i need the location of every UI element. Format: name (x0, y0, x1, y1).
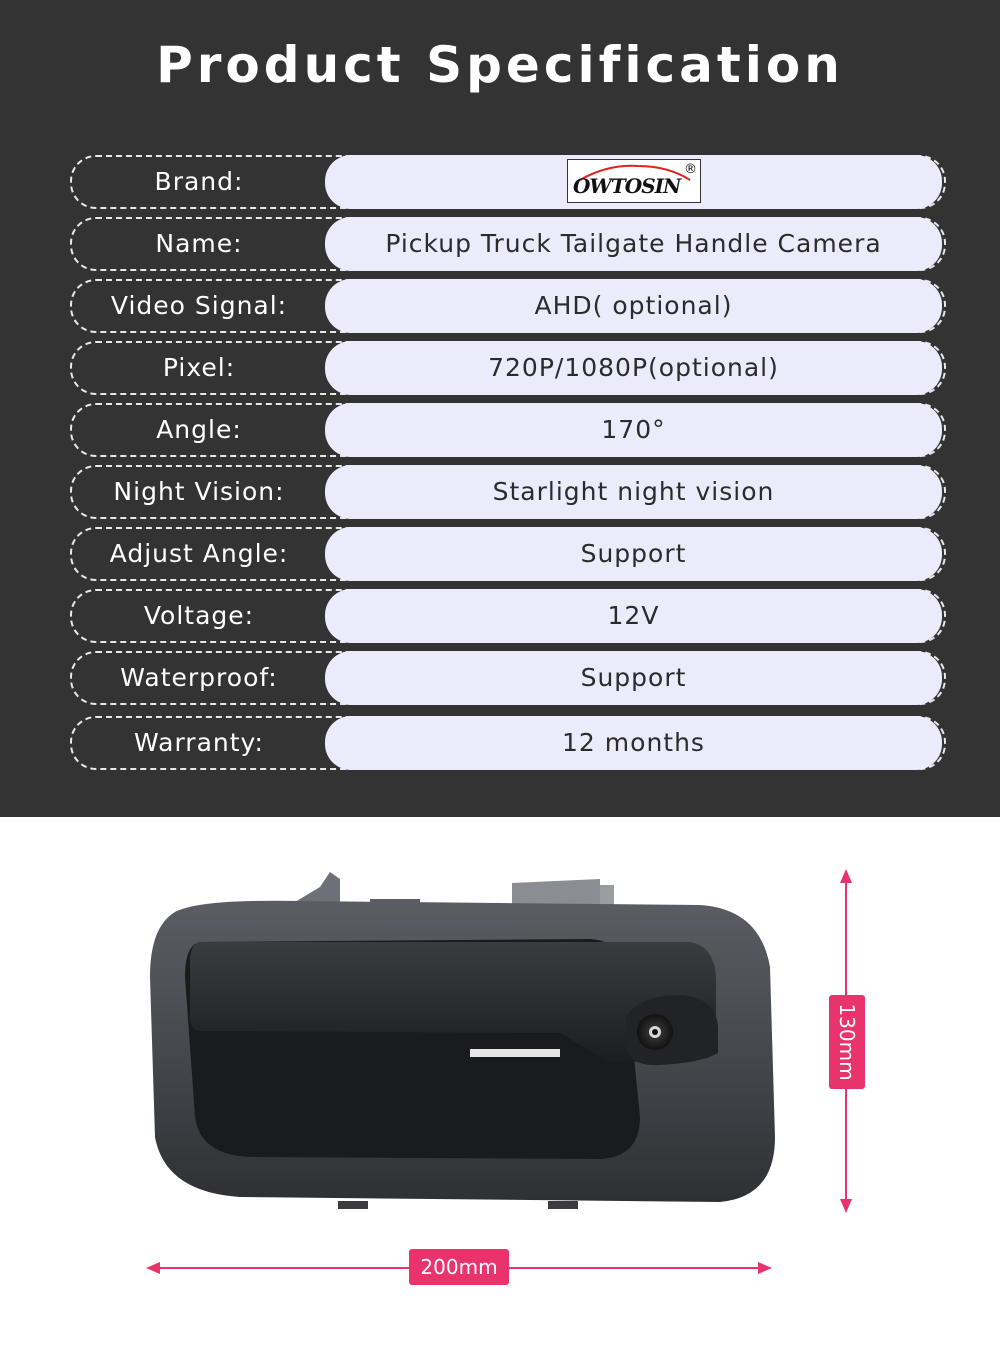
spec-value: 12V (607, 601, 660, 630)
spec-value-box (325, 341, 942, 395)
product-image-area (0, 817, 1000, 1356)
spec-label: Night Vision: (113, 477, 285, 506)
spec-value-box (325, 403, 942, 457)
spec-value-box (325, 465, 942, 519)
spec-row-angle (70, 403, 944, 455)
spec-label: Video Signal: (110, 291, 288, 320)
spec-row-name (70, 217, 944, 269)
spec-value: AHD( optional) (534, 291, 733, 320)
spec-value: Pickup Truck Tailgate Handle Camera (385, 229, 882, 258)
spec-label: Warranty: (134, 728, 264, 757)
spec-value: Starlight night vision (492, 477, 775, 506)
spec-row-brand (70, 155, 944, 207)
spec-label: Brand: (154, 167, 244, 196)
spec-value: 12 months (562, 728, 705, 757)
spec-row-warranty (70, 716, 944, 768)
spec-value-box (325, 589, 942, 643)
spec-value-box (325, 651, 942, 705)
spec-value: Support (580, 663, 687, 692)
spec-value-box (325, 279, 942, 333)
spec-row-waterproof (70, 651, 944, 703)
page-title: Product Specification (156, 36, 844, 94)
spec-label: Voltage: (143, 601, 255, 630)
spec-value-box (325, 716, 942, 770)
spec-value-box (325, 217, 942, 271)
spec-row-voltage (70, 589, 944, 641)
spec-value: 170° (601, 415, 666, 444)
width-dimension-label: 200mm (409, 1249, 509, 1285)
brand-logo-text: OWTOSIN (573, 174, 681, 198)
spec-label: Pixel: (162, 353, 236, 382)
spec-row-video-signal (70, 279, 944, 331)
spec-label: Angle: (156, 415, 242, 444)
spec-value-box (325, 155, 942, 209)
spec-row-adjust-angle (70, 527, 944, 579)
spec-row-night-vision (70, 465, 944, 517)
height-dimension-label: 130mm (835, 1003, 859, 1081)
brand-logo (567, 159, 701, 203)
spec-label: Name: (155, 229, 243, 258)
registered-mark: ® (684, 162, 697, 177)
spec-value: 720P/1080P(optional) (488, 353, 779, 382)
spec-row-pixel (70, 341, 944, 393)
spec-label: Waterproof: (120, 663, 278, 692)
spec-value: Support (580, 539, 687, 568)
height-dimension-pill (829, 995, 865, 1089)
spec-value-box (325, 527, 942, 581)
spec-label: Adjust Angle: (109, 539, 289, 568)
